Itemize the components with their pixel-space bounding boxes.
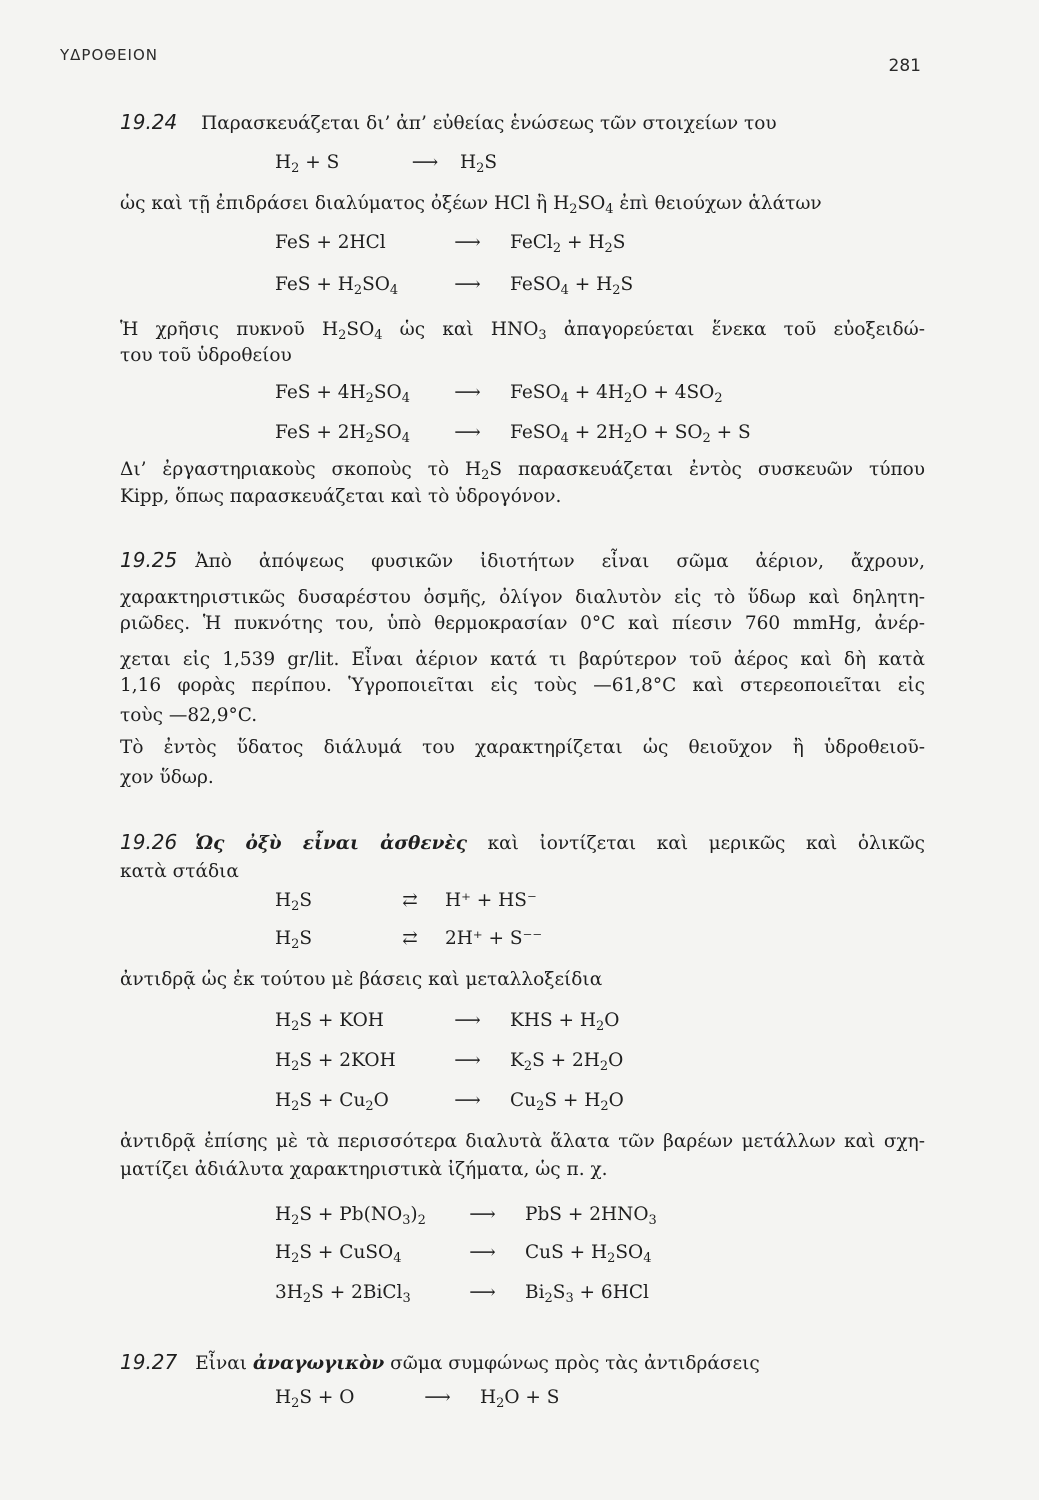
equation-right: FeSO$_4$ + $H_2S$ (510, 274, 634, 298)
reaction-arrow: ⟶ (454, 1010, 481, 1031)
equation-right: $K_2S + 2H_2O$ (510, 1050, 624, 1074)
section-19-25-intro (120, 548, 925, 574)
equation-right: CuS + $H_2SO_4$ (525, 1242, 652, 1266)
reaction-arrow: ⟶ (424, 1387, 451, 1408)
paragraph-text: καὶ ἰοντίζεται καὶ μερικῶς καὶ ὁλικῶς (487, 833, 926, 854)
equation-left: $3H_2S$ + 2BiCl$_3$ (275, 1282, 411, 1306)
paragraph-line: 1,16 φορὰς περίπου. Ὑγροποιεῖται εἰς τοὺς —61,8°C καὶ στερεοποιεῖται εἰς (120, 675, 925, 696)
equation-left: $H_2S$ (275, 928, 313, 952)
paragraph-line: χαρακτηριστικῶς δυσαρέστου ὀσμῆς, ὀλίγον διαλυτὸν εἰς τὸ ὕδωρ καὶ δηλητη- (120, 587, 925, 608)
paragraph-text: Παρασκευάζεται δι’ ἀπ’ εὐθείας ἑνώσεως τῶν στοιχείων του (201, 113, 777, 134)
equation (275, 1088, 760, 1114)
paragraph-line: ριῶδες. Ἡ πυκνότης του, ὑπὸ θερμοκρασίαν 0°C καὶ πίεσιν 760 mmHg, ἀνέρ- (120, 613, 925, 634)
paragraph-line: Kipp, ὅπως παρασκευάζεται καὶ τὸ ὑδρογόνον. (120, 486, 562, 507)
section-number: 19.25 (120, 548, 178, 572)
paragraph-text: Εἶναι (195, 1353, 248, 1374)
paragraph-line: τοὺς —82,9°C. (120, 705, 258, 726)
paragraph-line: κατὰ στάδια (120, 861, 239, 882)
reaction-arrow: ⟶ (454, 232, 481, 253)
equation (275, 230, 760, 256)
equilibrium-arrow: ⇄ (402, 890, 418, 911)
equation-right: 2H⁺ + S⁻⁻ (445, 928, 543, 949)
equation-right: $Bi_2S_3 + 6HCl$ (525, 1282, 649, 1306)
reaction-arrow: ⟶ (454, 382, 481, 403)
paragraph-text: Ἀπὸ ἀπόψεως φυσικῶν ἰδιοτήτων εἶναι σῶμα ἀέριον, ἄχρουν, (195, 551, 925, 572)
paragraph-line: χον ὕδωρ. (120, 767, 214, 788)
paragraph-line: Ἡ χρῆσις πυκνοῦ $H_2SO_4$ ὡς καὶ $HNO_3$ ἀπαγορεύεται ἕνεκα τοῦ εὐοξειδώ- (120, 319, 925, 343)
reaction-arrow: ⟶ (469, 1282, 496, 1303)
equation-left: $H_2S + Cu_2O$ (275, 1090, 389, 1114)
reaction-arrow: ⟶ (454, 1090, 481, 1111)
equation-right: FeSO$_4$ + $4H_2O + 4SO_2$ (510, 382, 723, 406)
equation (275, 420, 760, 446)
equation-left: $H_2S$ + KOH (275, 1010, 384, 1034)
equation-left: FeS + $H_2SO_4$ (275, 274, 399, 298)
equation-right: KHS + $H_2O$ (510, 1010, 620, 1034)
emphasis-text: Ὡς ὀξὺ εἶναι ἀσθενὲς (195, 833, 467, 854)
page-number: 281 (888, 56, 921, 76)
running-head: ΥΔΡΟΘΕΙΟΝ (60, 46, 159, 64)
equation-right: PbS + $2HNO_3$ (525, 1204, 657, 1228)
paragraph-line: χεται εἰς 1,539 gr/lit. Εἶναι ἀέριον κατά τι βαρύτερον τοῦ ἀέρος καὶ δὴ κατὰ (120, 649, 925, 670)
equation (275, 926, 645, 952)
equation (275, 1385, 730, 1411)
paragraph-line: ἀντιδρᾷ ἐπίσης μὲ τὰ περισσότερα διαλυτὰ ἅλατα τῶν βαρέων μετάλλων καὶ σχη- (120, 1131, 925, 1152)
equation-left: FeS + 2HCl (275, 232, 386, 253)
paragraph-line: του τοῦ ὑδροθείου (120, 345, 292, 366)
reaction-arrow: ⟶ (469, 1242, 496, 1263)
equation-right: FeSO$_4$ + $2H_2O + SO_2 + S$ (510, 422, 751, 446)
emphasis-text: ἀναγωγικὸν (252, 1353, 385, 1374)
equation-right: $H_2O + S$ (480, 1387, 560, 1411)
equation-left: $H_2S + O$ (275, 1387, 355, 1411)
equation (275, 1008, 760, 1034)
paragraph-line: Δι’ ἐργαστηριακοὺς σκοποὺς τὸ $H_2S$ παρασκευάζεται ἐντὸς συσκευῶν τύπου (120, 459, 925, 483)
section-19-24-intro (120, 110, 925, 136)
equation (275, 1280, 775, 1306)
equation (275, 272, 760, 298)
equation-left: $H_2S$ + CuSO$_4$ (275, 1242, 402, 1266)
equation-left: FeS + $4H_2SO_4$ (275, 382, 410, 406)
paragraph-line: ἀντιδρᾷ ὡς ἐκ τούτου μὲ βάσεις καὶ μεταλλοξείδια (120, 969, 603, 990)
equation (275, 380, 760, 406)
equation-left: FeS + $2H_2SO_4$ (275, 422, 410, 446)
equation-left: $H_2S$ (275, 890, 313, 914)
section-19-27-intro (120, 1350, 925, 1376)
equation-right: $Cu_2S + H_2O$ (510, 1090, 624, 1114)
reaction-arrow: ⟶ (411, 152, 439, 173)
equilibrium-arrow: ⇄ (402, 928, 418, 949)
equation-left: $H_2S + Pb(NO_3)_2$ (275, 1204, 426, 1228)
paragraph-line: ὡς καὶ τῇ ἐπιδράσει διαλύματος ὀξέων HCl ἢ $H_2SO_4$ ἐπὶ θειούχων ἁλάτων (120, 193, 822, 217)
reaction-arrow: ⟶ (454, 1050, 481, 1071)
section-number: 19.24 (120, 110, 178, 134)
paragraph-text: σῶμα συμφώνως πρὸς τὰς ἀντιδράσεις (390, 1353, 760, 1374)
paragraph-line: Τὸ ἐντὸς ὕδατος διάλυμά του χαρακτηρίζεται ὡς θειοῦχον ἢ ὑδροθειοῦ- (120, 737, 925, 758)
equation (275, 1048, 760, 1074)
equation-right: $H_2S$ (460, 152, 498, 176)
equation (275, 888, 645, 914)
reaction-arrow: ⟶ (469, 1204, 496, 1225)
section-number: 19.26 (120, 830, 178, 854)
equation (275, 1240, 775, 1266)
equation-left: $H_2S + 2KOH$ (275, 1050, 396, 1074)
equation (275, 150, 710, 176)
section-19-26-intro (120, 830, 925, 856)
equation-left: $H_2 + S$ (275, 152, 340, 176)
equation-right: FeCl$_2$ + $H_2S$ (510, 232, 626, 256)
equation (275, 1202, 775, 1228)
reaction-arrow: ⟶ (454, 422, 481, 443)
reaction-arrow: ⟶ (454, 274, 481, 295)
section-number: 19.27 (120, 1350, 178, 1374)
equation-right: H⁺ + HS⁻ (445, 890, 537, 911)
paragraph-line: ματίζει ἀδιάλυτα χαρακτηριστικὰ ἰζήματα, ὡς π. χ. (120, 1159, 608, 1180)
